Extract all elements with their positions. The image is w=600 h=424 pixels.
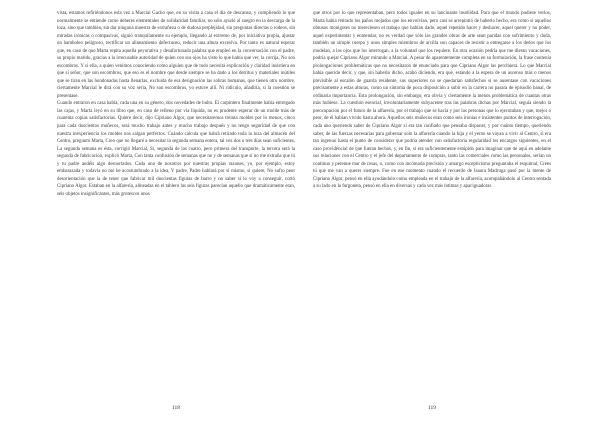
left-page xyxy=(57,10,295,412)
left-page-text xyxy=(57,10,295,387)
paragraph: vista, estamos refiriéndonos esta vez a Marcial Gacho que, en su visita a casa el día de descanso, y cumpliendo lo que normalmente se entiende como deberes elementales de solidaridad familiar, no sólo ayudó al suegro en la descarga de la loza, sino que también, sin dar ninguna muestra de extrañeza o de dudosa perplejidad, sin preguntas directas o rodeos, sin miradas irónicas o compasivas, siguió tranquilamente su ejemplo, llegando al extremo de, por iniciativa propia, ajustar un bamboleo peligroso, rectificar un alineamiento defectuoso, reducir una altura excesiva. Por tanto es natural esperar que, en caso de que Marta repita aquella peyorativa y desafortunada palabra que empleó en la conversación con el padre, su propio marido, gracias a la irrecusable autoridad de quien con sus ojos ha visto lo que había que ver, la corrija, No son escombros. Y si ella, a quien venimos conociendo como alguien que de todo necesita explicación y claridad insistiera en que sí señor, que son escombros, que eso es el nombre que desde siempre se ha dado a los detritus y materiales inútiles que se tiran en las hondonadas hasta llenarlas, excluida de esa designación las sobras humanas, que tienen otro nombre, ciertamente Marcial le dirá con su voz seria, No son escombros, yo estuve allí. Ni ridículo, añadiría, si la cuestión se presentase. xyxy=(57,11,295,99)
paragraph: que otros por lo que representaban, pero todos iguales en su lancinante inutilidad. Para que el mundo pudiese verlos, Marta había retirado los paños mojados que los envolvían, pero casi se arrepintió de haberlo hecho, era como si aquellos obtusos monigotes no mereciesen el trabajo que habían dado, aquel repetido hacer y deshacer, aquel querer y no poder, aquel experimentar y enmendar, no es verdad que sólo las grandes obras de arte sean paridas con sufrimiento y duda, también un simple cuerpo y unos simples miembros de arcilla son capaces de resistir a entregarse a los dedos que los modelan, a los ojos que los interrogan, a la voluntad que los requiere. En otra ocasión pedría que me dieran vacaciones, podría quejar Cipriano Algor mirando a Marcial. A pesar de aparentemente completa en su formulación, la frase contenía prolongaciones problemáticas que no necesitaron de enunciado para que Cipriano Algor las percibiera. Lo que Marcial había querido decir, y que, sin haberlo dicho, acabó diciendo, era que, estando a la espera de un ascenso más o menos previsible al escalón de guarda residente, sus superiores no se quedarían satisfechos si se ausentase con vacaciones precisamente a estas alturas, como un síntoma de poca disposición a subir en la carrera no pasara de episodio banal, de ordinaria importancia. Esta prolongación, sin embargo, era obvia y ciertamente la menos problemática de cuantas otras más hubiese. La cuestión esencial, involuntariamente subyacente tras las palabras dichas por Marcial, seguía siendo la preocupación por el futuro de la alfarería, por el trabajo que se hacía y por las personas que lo ejecutaban y que, mejor o peor, de él habían vivido hasta ahora. Aquellos seis muñecos eran como seis ironías e insistentes puntos de interrogación, cada uno queriendo saber de Cipriano Algor si era tan confiado que pensaba disponer, y por cuánto tiempo, queriendo saber, de las fuerzas necesarias para gobernar solo la alfarería cuando la hija y el yerno se vayan a vivir al Centro, si era tan ingenuo hasta el punto de considerar que podría atender con satisfactoria regularidad los encargos siguientes, en el caso providencial de que fueran hechos, y, en fin, si era suficientemente estúpido para imaginar que de aquí en adelante sus relaciones con el Centro y el jefe del departamento de compras, tanto las comerciales como las personales, serían un continuo y perenne mar de rosas, o, como con incómoda precisión y amargo escepticismo preguntaba el esquimal, Crees tú que me van a querer siempre. Fue en ese momento cuando el recuerdo de Isaura Madruga pasó por la mente de Cipriano Algor, pensó en ella ayudándolo como empleada en el trabajo de la alfarería, acompañándolo al Centro sentada a su lado en la furgoneta, pensó en ella en diversas y cada vez más íntimas y apaciguadoras xyxy=(313,11,551,190)
right-page xyxy=(313,10,551,412)
page-number: 119 xyxy=(427,405,437,411)
right-page-text xyxy=(313,10,551,387)
page-number: 118 xyxy=(171,405,181,411)
paragraph: Cuando entraron en casa había, cada una en su género, dos novedades de bulto. El carpintero finalmente había entregado las cajas, y Marta leyó en su libro que, en caso de relleno por vía líquida, no es prudente esperar de un molde más de cuarenta copias satisfactorias. Quiere decir, dijo Cipriano Algor, que necesitaremos treinta moldes por lo menos, cinco para cada doscientos muñecos, será mucho trabajo antes y mucho trabajo después y no tengo seguridad de que con nuestra inexperiencia los moldes nos salgan perfectos. Cuándo calcula que habrá retirado toda la loza del almacén del Centro, preguntó Marta, Creo que no llegaré a necesitar la segunda semana entera, tal vez dos o tres días sean suficientes, La segunda semana es ésta, corrigió Marcial, Sí, segunda de las cuatro, pero primera del transporte, la tercera será la segunda de fabricación, explicó Marta, Con tanta confusión de semanas que no y de semanas que sí no me extraña que tú y tu padre andéis algo desnortados. Cada uno de nosotros por nuestras propias razones, yo, por ejemplo, estoy embarazada y todavía no me he acostumbrado a la idea, Y padre, Padre hablará por sí mismo, si quiere, No sufro peor desorientación que la de tener que fabricar mil doscientas figuras de barro y no saber si lo voy a conseguir, cortó Cipriano Algor. Estaban en la alfarería, alineadas en el tablero las seis figuras parecían aquello que dramáticamente eran, seis objetos insignificantes, más grotescos unos xyxy=(57,101,295,197)
